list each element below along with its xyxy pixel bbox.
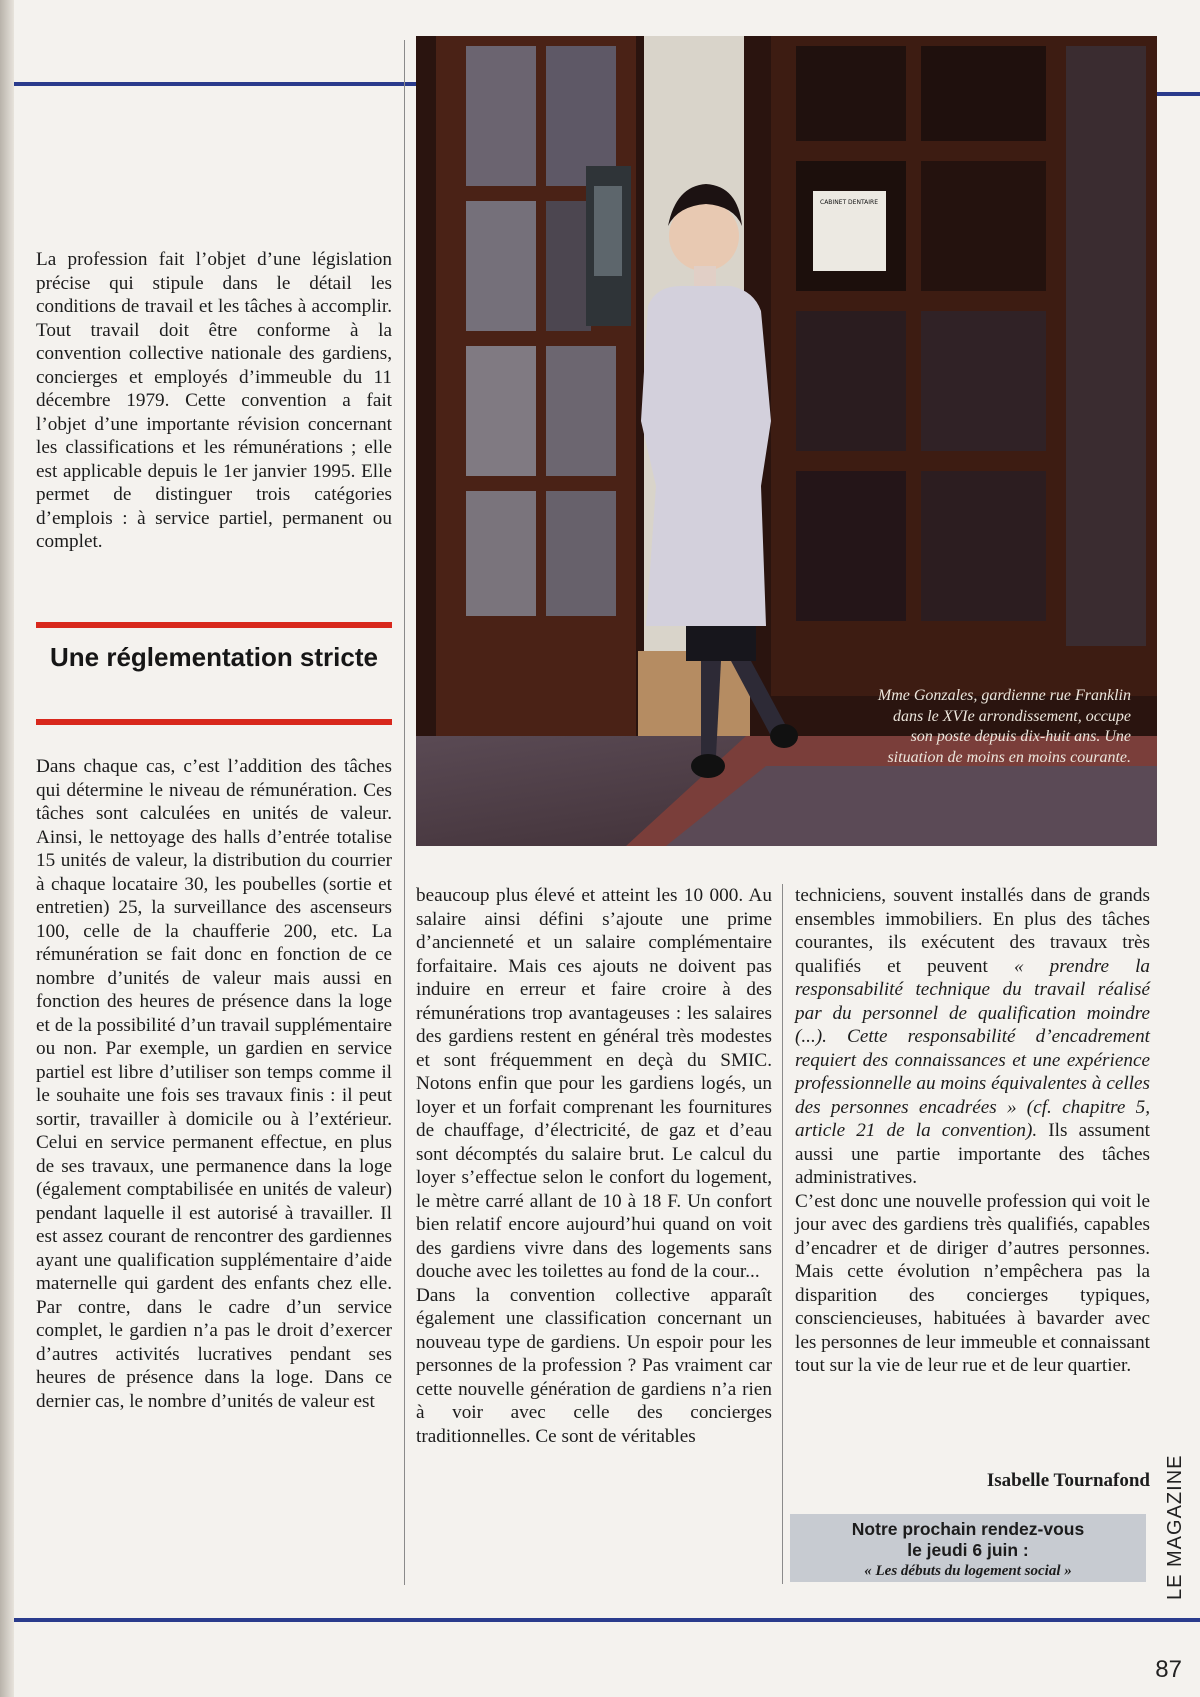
column-separator-1 xyxy=(404,40,405,1585)
column-separator-2 xyxy=(782,884,783,1584)
section-title: Une réglementation stricte xyxy=(50,642,378,672)
column3 xyxy=(795,884,1150,1378)
page-binding-shadow xyxy=(0,0,14,1697)
article-photo xyxy=(416,36,1157,846)
body-paragraph: Dans chaque cas, c’est l’addition des tâches qui détermine le niveau de rémunération. Ces tâches sont calculées en unités de valeur. Ainsi, le nettoyage des halls d’entrée totalise 15 unités de valeur, la distribution du courrier à chaque locataire 30, les poubelles (sortie et entretien) 25, la surveillance des ascenseurs 100, celle de la chaufferie 200, etc. La rémunération se fait donc en fonction de ce nombre d’unités de valeur mais aussi en fonction des heures de présence dans la loge et de la possibilité d’un travail supplémentaire ou non. Par exemple, un gardien en service partiel est libre d’utiliser son temps comme il le souhaite une fois ses travaux finis : il peut sortir, travailler à domicile ou à l’extérieur. Celui en service permanent effectue, en plus de ses travaux, une permanence dans la loge (également comptabilisée en unités de valeur) pendant laquelle il est autorisé à travailler. Il est assez courant de rencontrer des gardiennes ayant une qualification supplémentaire d’aide maternelle qui gardent des enfants chez elle. Par contre, dans le cadre d’un service complet, le gardien n’a pas le droit d’exercer d’autres activités lucratives pendant ses heures de présence dans la loge. Dans ce dernier cas, le nombre d’unités de valeur est xyxy=(36,756,392,1412)
top-rule-left xyxy=(14,82,416,86)
author-signature: Isabelle Tournafond xyxy=(986,1470,1150,1491)
page-number: 87 xyxy=(1155,1656,1182,1683)
section-rule-top xyxy=(36,622,392,628)
column2 xyxy=(416,884,772,1448)
intro-paragraph: La profession fait l’objet d’une législation précise qui stipule dans le détail les conditions de travail et les tâches à accomplir. Tout travail doit être conforme à la convention collective nationale des gardiens, concierges et employés d’immeuble du 11 décembre 1979. Cette convention a fait l’objet d’une importante révision concernant les classifications et les rémunérations ; elle est applicable depuis le 1er janvier 1995. Elle permet de distinguer trois catégories d’emplois : à service partiel, permanent ou complet. xyxy=(36,249,392,552)
dental-sign-text: CABINET DENTAIRE xyxy=(820,199,878,206)
next-issue-title-2: le jeudi 6 juin : xyxy=(907,1540,1029,1560)
column2-paragraph-2: Dans la convention collective apparaît également une classification concernant un nouveau type de gardiens. Un espoir pour les personnes de la profession ? Pas vraiment car cette nouvelle génération de gardiens n’a rien à voir avec celle des concierges traditionnelles. Ce sont de véritables xyxy=(416,1284,772,1447)
column3-paragraph-2: C’est donc une nouvelle profession qui voit le jour avec des gardiens très qualifiés, capables d’encadrer et de diriger d’autres personnes. Mais cette évolution n’empêchera pas la disparition des concierges typiques, consciencieuses, habituées à bavarder avec les personnes de leur immeuble et connaissant tout sur la vie de leur rue et de leur quartier. xyxy=(795,1190,1150,1376)
column1-intro xyxy=(36,248,392,554)
column2-paragraph-1: beaucoup plus élevé et atteint les 10 000. Au salaire ainsi défini s’ajoute une prime d’ancienneté et un salaire complémentaire forfaitaire. Mais ces ajouts ne doivent pas induire en erreur et faire croire à des rémunérations trop avantageuses : les salaires des gardiens restent en général très modestes et sont fréquemment en deçà du SMIC. Notons enfin que pour les gardiens logés, un loyer et un forfait comprenant les fournitures de chauffage, d’électricité, de gaz et d’eau sont décomptés du salaire brut. Le calcul du loyer s’effectue selon le confort du logement, le mètre carré allant de 10 à 18 F. Un confort bien relatif encore aujourd’hui quand on voit des gardiens vivre dans des logements sans douche avec les toilettes au fond de la cour... xyxy=(416,885,772,1282)
top-rule-right xyxy=(1157,92,1200,96)
photo-caption: Mme Gonzales, gardienne rue Franklin dans le XVIe arrondissement, occupe son poste depuis dix-huit ans. Une situation de moins en moins courante. xyxy=(877,687,1131,766)
column3-quote: « prendre la responsabilité technique du travail réalisé par du personnel de qualification moindre (...). Cette responsabilité d’encadrement requiert des connaissances et une expérience professionnelle au moins équivalentes à celles des personnes encadrées » (cf. chapitre 5, article 21 de la convention). xyxy=(795,955,1151,1141)
section-rule-bottom xyxy=(36,719,392,725)
column3-text-a: techniciens, souvent installés dans de grands ensembles immobiliers. En plus des tâches courantes, ils exécutent des travaux très qualifiés et peuvent xyxy=(795,885,1150,977)
section-side-label: LE MAGAZINE xyxy=(1164,1454,1186,1600)
column3-text-b: Ils assument aussi une partie importante des tâches administratives. xyxy=(795,1120,1150,1188)
next-issue-title-1: Notre prochain rendez-vous xyxy=(851,1519,1085,1539)
column1-body xyxy=(36,755,392,1413)
next-issue-box xyxy=(790,1514,1146,1582)
bottom-rule xyxy=(14,1618,1200,1622)
column3-paragraph-1 xyxy=(795,884,1150,1190)
next-issue-subtitle: « Les débuts du logement social » xyxy=(864,1563,1072,1579)
